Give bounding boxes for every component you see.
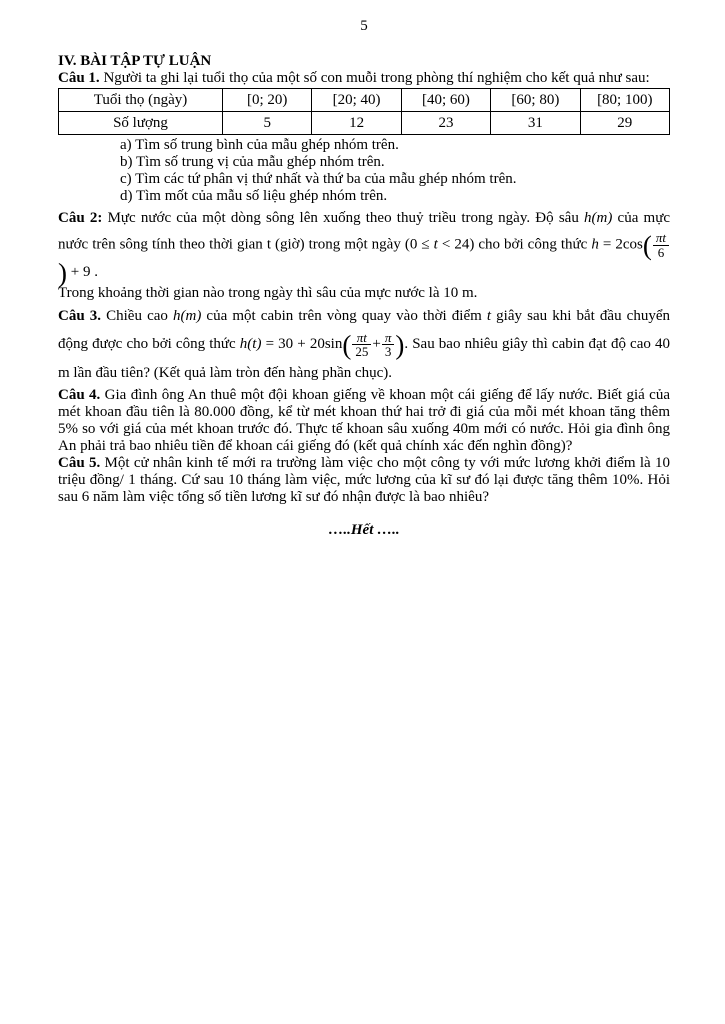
question-1-intro [58,70,670,87]
fraction-pi-3 [382,331,395,359]
table-interval-1: [0; 20) [223,89,312,112]
question-5-label: Câu 5. [58,454,101,471]
table-header-count: Số lượng [59,112,223,135]
question-5 [58,455,670,506]
table-row-intervals [59,89,670,112]
left-paren: ( [642,230,652,261]
fraction-pit-25 [352,331,371,359]
question-2-text-2: của mực nước trên sông tính theo thời gian t (giờ) trong một ngày [58,210,671,253]
condition-close: < 24) [437,236,475,253]
section-heading: IV. BÀI TẬP TỰ LUẬN [58,53,212,69]
subitem-c: c) Tìm các tứ phân vị thứ nhất và thứ ba của mẫu ghép nhóm trên. [120,171,517,187]
table-interval-4: [60; 80) [491,89,580,112]
fraction-denominator: 3 [384,344,392,360]
height-symbol: h(m) [173,308,202,325]
question-4 [58,387,670,455]
question-3 [58,302,670,387]
table-count-3: 23 [401,112,490,135]
condition-open: (0 ≤ [404,236,434,253]
question-3-text-4: . Sau bao nhiêu giây thì cabin đạt độ cao 40 m lần đầu tiên? (Kết quả làm tròn đến hàng phần chục). [58,336,670,381]
question-4-text: Gia đình ông An thuê một đội khoan giếng về khoan một cái giếng để lấy nước. Biết giá của mét khoan đầu tiên là 80.000 đồng, kể từ mét khoan thứ hai trở đi giá của mỗi mét khoan tăng thêm 5% so với giá của mét khoan trước đó. Thực tế khoan sâu xuống 40m mới có nước. Hỏi gia đình ông An phải trả bao nhiêu tiền để khoan cái giếng đó (kết quả chính xác đến nghìn đồng)? [58,386,670,454]
question-2-label: Câu 2: [58,210,103,226]
table-interval-5: [80; 100) [580,89,669,112]
subitem-a: a) Tìm số trung bình của mẫu ghép nhóm trên. [120,137,399,153]
question-2 [58,205,671,289]
fraction-numerator: πt [352,331,371,346]
depth-symbol: h(m) [584,210,613,226]
table-interval-3: [40; 60) [401,89,490,112]
formula-plus: + [372,336,381,353]
table-count-1: 5 [223,112,312,135]
question-3-text-1: Chiều cao [101,308,173,325]
table-count-5: 29 [580,112,669,135]
formula-ht: h(t) [239,336,262,353]
fraction-denominator: 25 [355,344,369,360]
formula-tail: + 9 . [67,264,98,281]
formula-h: h [591,236,599,253]
fraction-denominator: 6 [657,244,665,260]
question-2-text-1: Mực nước của một dòng sông lên xuống theo thuỷ triều trong ngày. Độ sâu [102,210,585,226]
right-paren: ) [395,330,405,361]
subitem-b: b) Tìm số trung vị của mẫu ghép nhóm trên. [120,154,385,170]
question-5-text: Một cử nhân kinh tế mới ra trường làm việc cho một công ty với mức lương khởi điểm là 10 triệu đồng/ 1 tháng. Cứ sau 10 tháng làm việc, mức lương của kĩ sư đó lại được tăng thêm 10%. Hỏi sau 6 năm làm việc tổng số tiền lương kĩ sư đó nhận được là bao nhiêu? [58,454,670,505]
variable-t: t [486,308,492,325]
end-marker: …..Hết ….. [328,521,400,538]
formula-eq: = 2cos [598,236,643,253]
page-number: 5 [360,18,368,34]
left-paren: ( [342,330,352,361]
question-1-subitems [58,137,670,205]
table-count-2: 12 [312,112,401,135]
question-3-label: Câu 3. [58,308,102,325]
question-2-closing: Trong khoảng thời gian nào trong ngày thì sâu của mực nước là 10 m. [58,285,478,302]
question-1-text: Người ta ghi lại tuổi thọ của một số con muỗi trong phòng thí nghiệm cho kết quả như sau: [99,70,650,86]
fraction-numerator: π [382,331,395,346]
table-interval-2: [20; 40) [312,89,401,112]
question-3-text-2: của một cabin trên vòng quay vào thời điểm [201,308,487,325]
fraction-pit-6 [653,231,669,259]
table-row-counts [59,112,670,135]
question-1-label: Câu 1. [58,70,100,86]
table-header-lifespan: Tuổi thọ (ngày) [59,89,223,112]
right-paren: ) [58,258,67,289]
variable-t: t [433,236,438,253]
formula-eq: = 30 + 20sin [261,336,343,353]
page-content [58,18,670,539]
question-2-text-3: cho bởi công thức [474,236,592,253]
question-4-label: Câu 4. [58,386,101,403]
question-3-text-3: giây sau khi bắt đầu chuyển động được cho bởi công thức [58,308,670,353]
subitem-d: d) Tìm mốt của mẫu số liệu ghép nhóm trên. [120,188,388,204]
table-count-4: 31 [491,112,580,135]
fraction-numerator: πt [653,231,669,246]
frequency-table [58,88,670,135]
